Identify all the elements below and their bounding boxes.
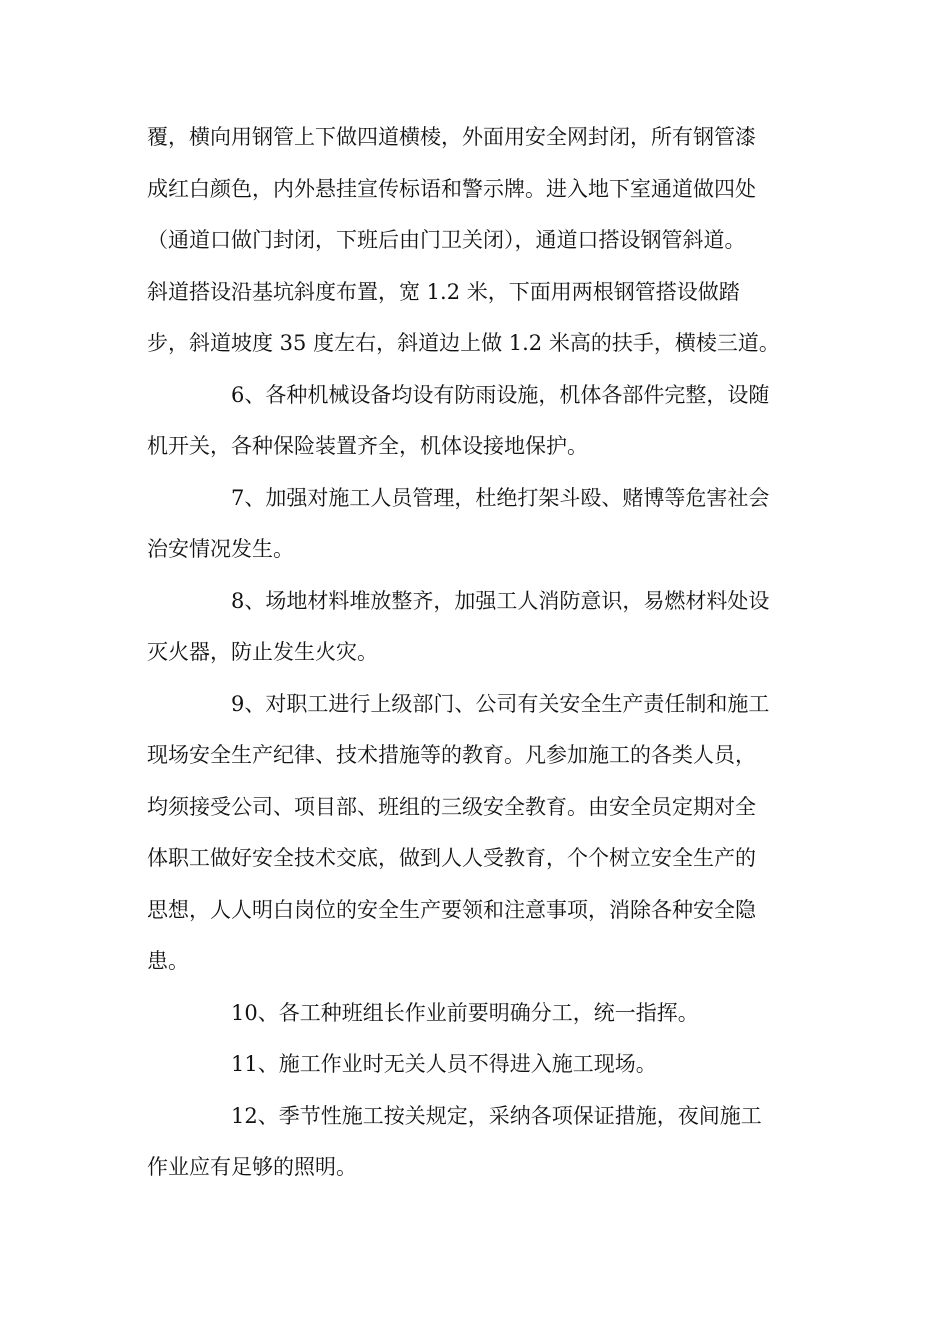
paragraph-12-start: 12、季节性施工按关规定，采纳各项保证措施，夜间施工 [231, 1103, 762, 1128]
text-line: 思想，人人明白岗位的安全生产要领和注意事项，消除各种安全隐 [147, 897, 756, 922]
text-line: 覆，横向用钢管上下做四道横棱，外面用安全网封闭，所有钢管漆 [147, 125, 756, 149]
paragraph-11: 11、施工作业时无关人员不得进入施工现场。 [231, 1052, 657, 1076]
text-line: 患。 [147, 949, 189, 973]
text-line: （通道口做门封闭，下班后由门卫关闭），通道口搭设钢管斜道。 [147, 228, 746, 252]
text-line: 现场安全生产纪律、技术措施等的教育。凡参加施工的各类人员， [147, 743, 756, 767]
paragraph-10: 10、各工种班组长作业前要明确分工，统一指挥。 [231, 1000, 699, 1025]
text-line: 治安情况发生。 [147, 537, 294, 561]
text-line: 体职工做好安全技术交底，做到人人受教育，个个树立安全生产的 [147, 846, 756, 870]
text-line: 斜道搭设沿基坑斜度布置，宽 1.2 米，下面用两根钢管搭设做踏 [147, 279, 740, 304]
document-body [147, 112, 812, 1194]
text-line: 均须接受公司、项目部、班组的三级安全教育。由安全员定期对全 [147, 794, 756, 819]
text-line: 步，斜道坡度 35 度左右，斜道边上做 1.2 米高的扶手，横棱三道。 [147, 331, 780, 355]
text-line: 成红白颜色，内外悬挂宣传标语和警示牌。进入地下室通道做四处 [147, 176, 756, 201]
paragraph-6-start: 6、各种机械设备均设有防雨设施，机体各部件完整，设随 [231, 382, 770, 407]
text-line: 灭火器，防止发生火灾。 [147, 640, 378, 664]
paragraph-9-start: 9、对职工进行上级部门、公司有关安全生产责任制和施工 [231, 691, 770, 716]
text-line: 作业应有足够的照明。 [147, 1155, 357, 1179]
text-line: 机开关，各种保险装置齐全，机体设接地保护。 [147, 434, 588, 458]
paragraph-7-start: 7、加强对施工人员管理，杜绝打架斗殴、赌博等危害社会 [231, 485, 770, 510]
paragraph-8-start: 8、场地材料堆放整齐，加强工人消防意识，易燃材料处设 [231, 588, 770, 613]
